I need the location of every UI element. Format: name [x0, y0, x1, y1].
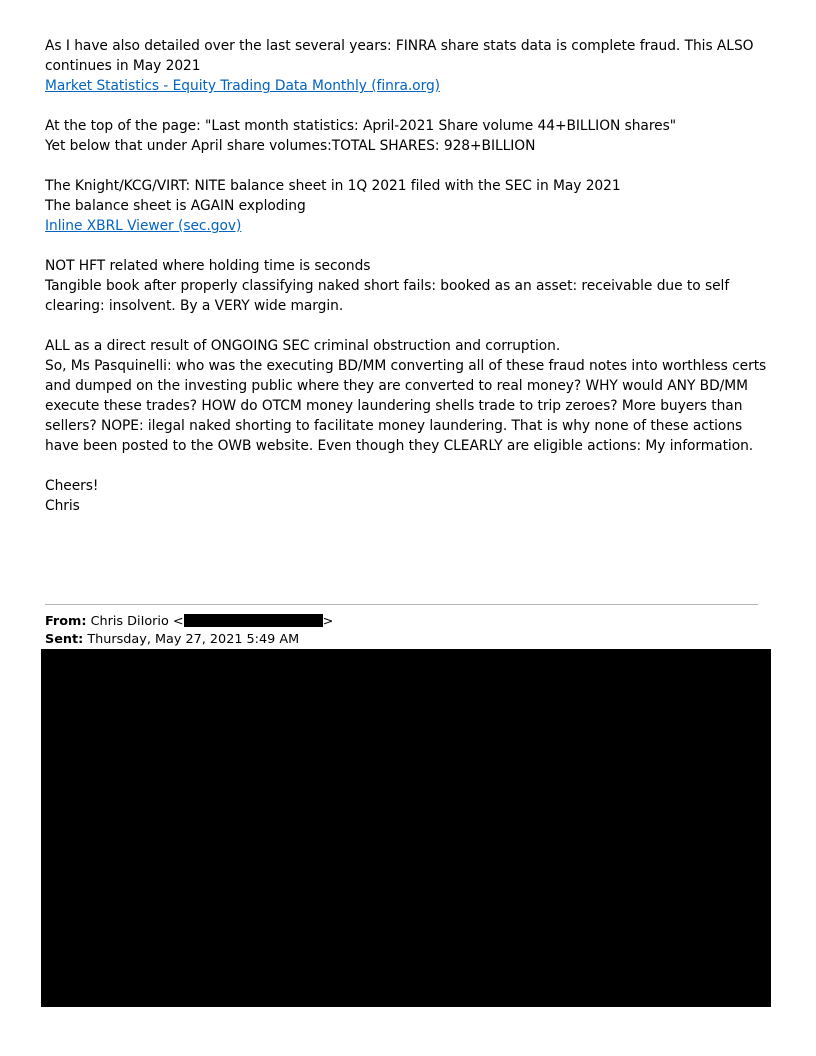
paragraph-line: The balance sheet is AGAIN exploding: [45, 198, 306, 214]
message-divider: [45, 604, 758, 605]
paragraph-balance-sheet: [45, 176, 773, 236]
paragraph-tangible-book: [45, 256, 773, 316]
paragraph-share-volume: [45, 116, 773, 156]
sent-value: Thursday, May 27, 2021 5:49 AM: [87, 632, 300, 647]
finra-market-statistics-link[interactable]: Market Statistics - Equity Trading Data Monthly (finra.org): [45, 78, 440, 94]
from-close-bracket: >: [322, 614, 334, 629]
signature-name: Chris: [45, 498, 80, 514]
redacted-email-address: [184, 614, 323, 627]
from-label: From:: [45, 614, 87, 629]
closing-line: Cheers!: [45, 478, 99, 494]
sent-row: [45, 631, 765, 649]
forwarded-message-header: [45, 613, 765, 649]
paragraph-line: ALL as a direct result of ONGOING SEC criminal obstruction and corruption.: [45, 338, 561, 354]
paragraph-line: NOT HFT related where holding time is seconds: [45, 258, 371, 274]
paragraph-line: Tangible book after properly classifying naked short fails: booked as an asset: receivable due to self clearing: insolvent. By a VERY wide margin.: [45, 278, 730, 314]
paragraph-line: At the top of the page: "Last month statistics: April-2021 Share volume 44+BILLION shares": [45, 118, 677, 134]
paragraph-text: As I have also detailed over the last several years: FINRA share stats data is complete fraud. This ALSO continues in May 2021: [45, 38, 754, 74]
from-name: Chris DiIorio <: [90, 614, 184, 629]
sent-label: Sent:: [45, 632, 84, 647]
paragraph-line: So, Ms Pasquinelli: who was the executing BD/MM converting all of these fraud notes into worthless certs and dumped on the investing public where they are converted to real money? WHY would ANY BD/MM execute these trades? HOW do OTCM money laundering shells trade to trip zeroes? More buyers than sellers? NOPE: ilegal naked shorting to facilitate money laundering. That is why none of these actions have been posted to the OWB website. Even though they CLEARLY are eligible actions: My information.: [45, 358, 767, 454]
paragraph-sec-obstruction: [45, 336, 773, 456]
email-body: [45, 36, 773, 536]
paragraph-line: Yet below that under April share volumes:TOTAL SHARES: 928+BILLION: [45, 138, 536, 154]
paragraph-line: The Knight/KCG/VIRT: NITE balance sheet in 1Q 2021 filed with the SEC in May 2021: [45, 178, 621, 194]
sec-xbrl-viewer-link[interactable]: Inline XBRL Viewer (sec.gov): [45, 218, 242, 234]
paragraph-finra: [45, 36, 773, 96]
closing-signature: [45, 476, 773, 516]
from-row: [45, 613, 765, 631]
redacted-block: [41, 649, 771, 1007]
